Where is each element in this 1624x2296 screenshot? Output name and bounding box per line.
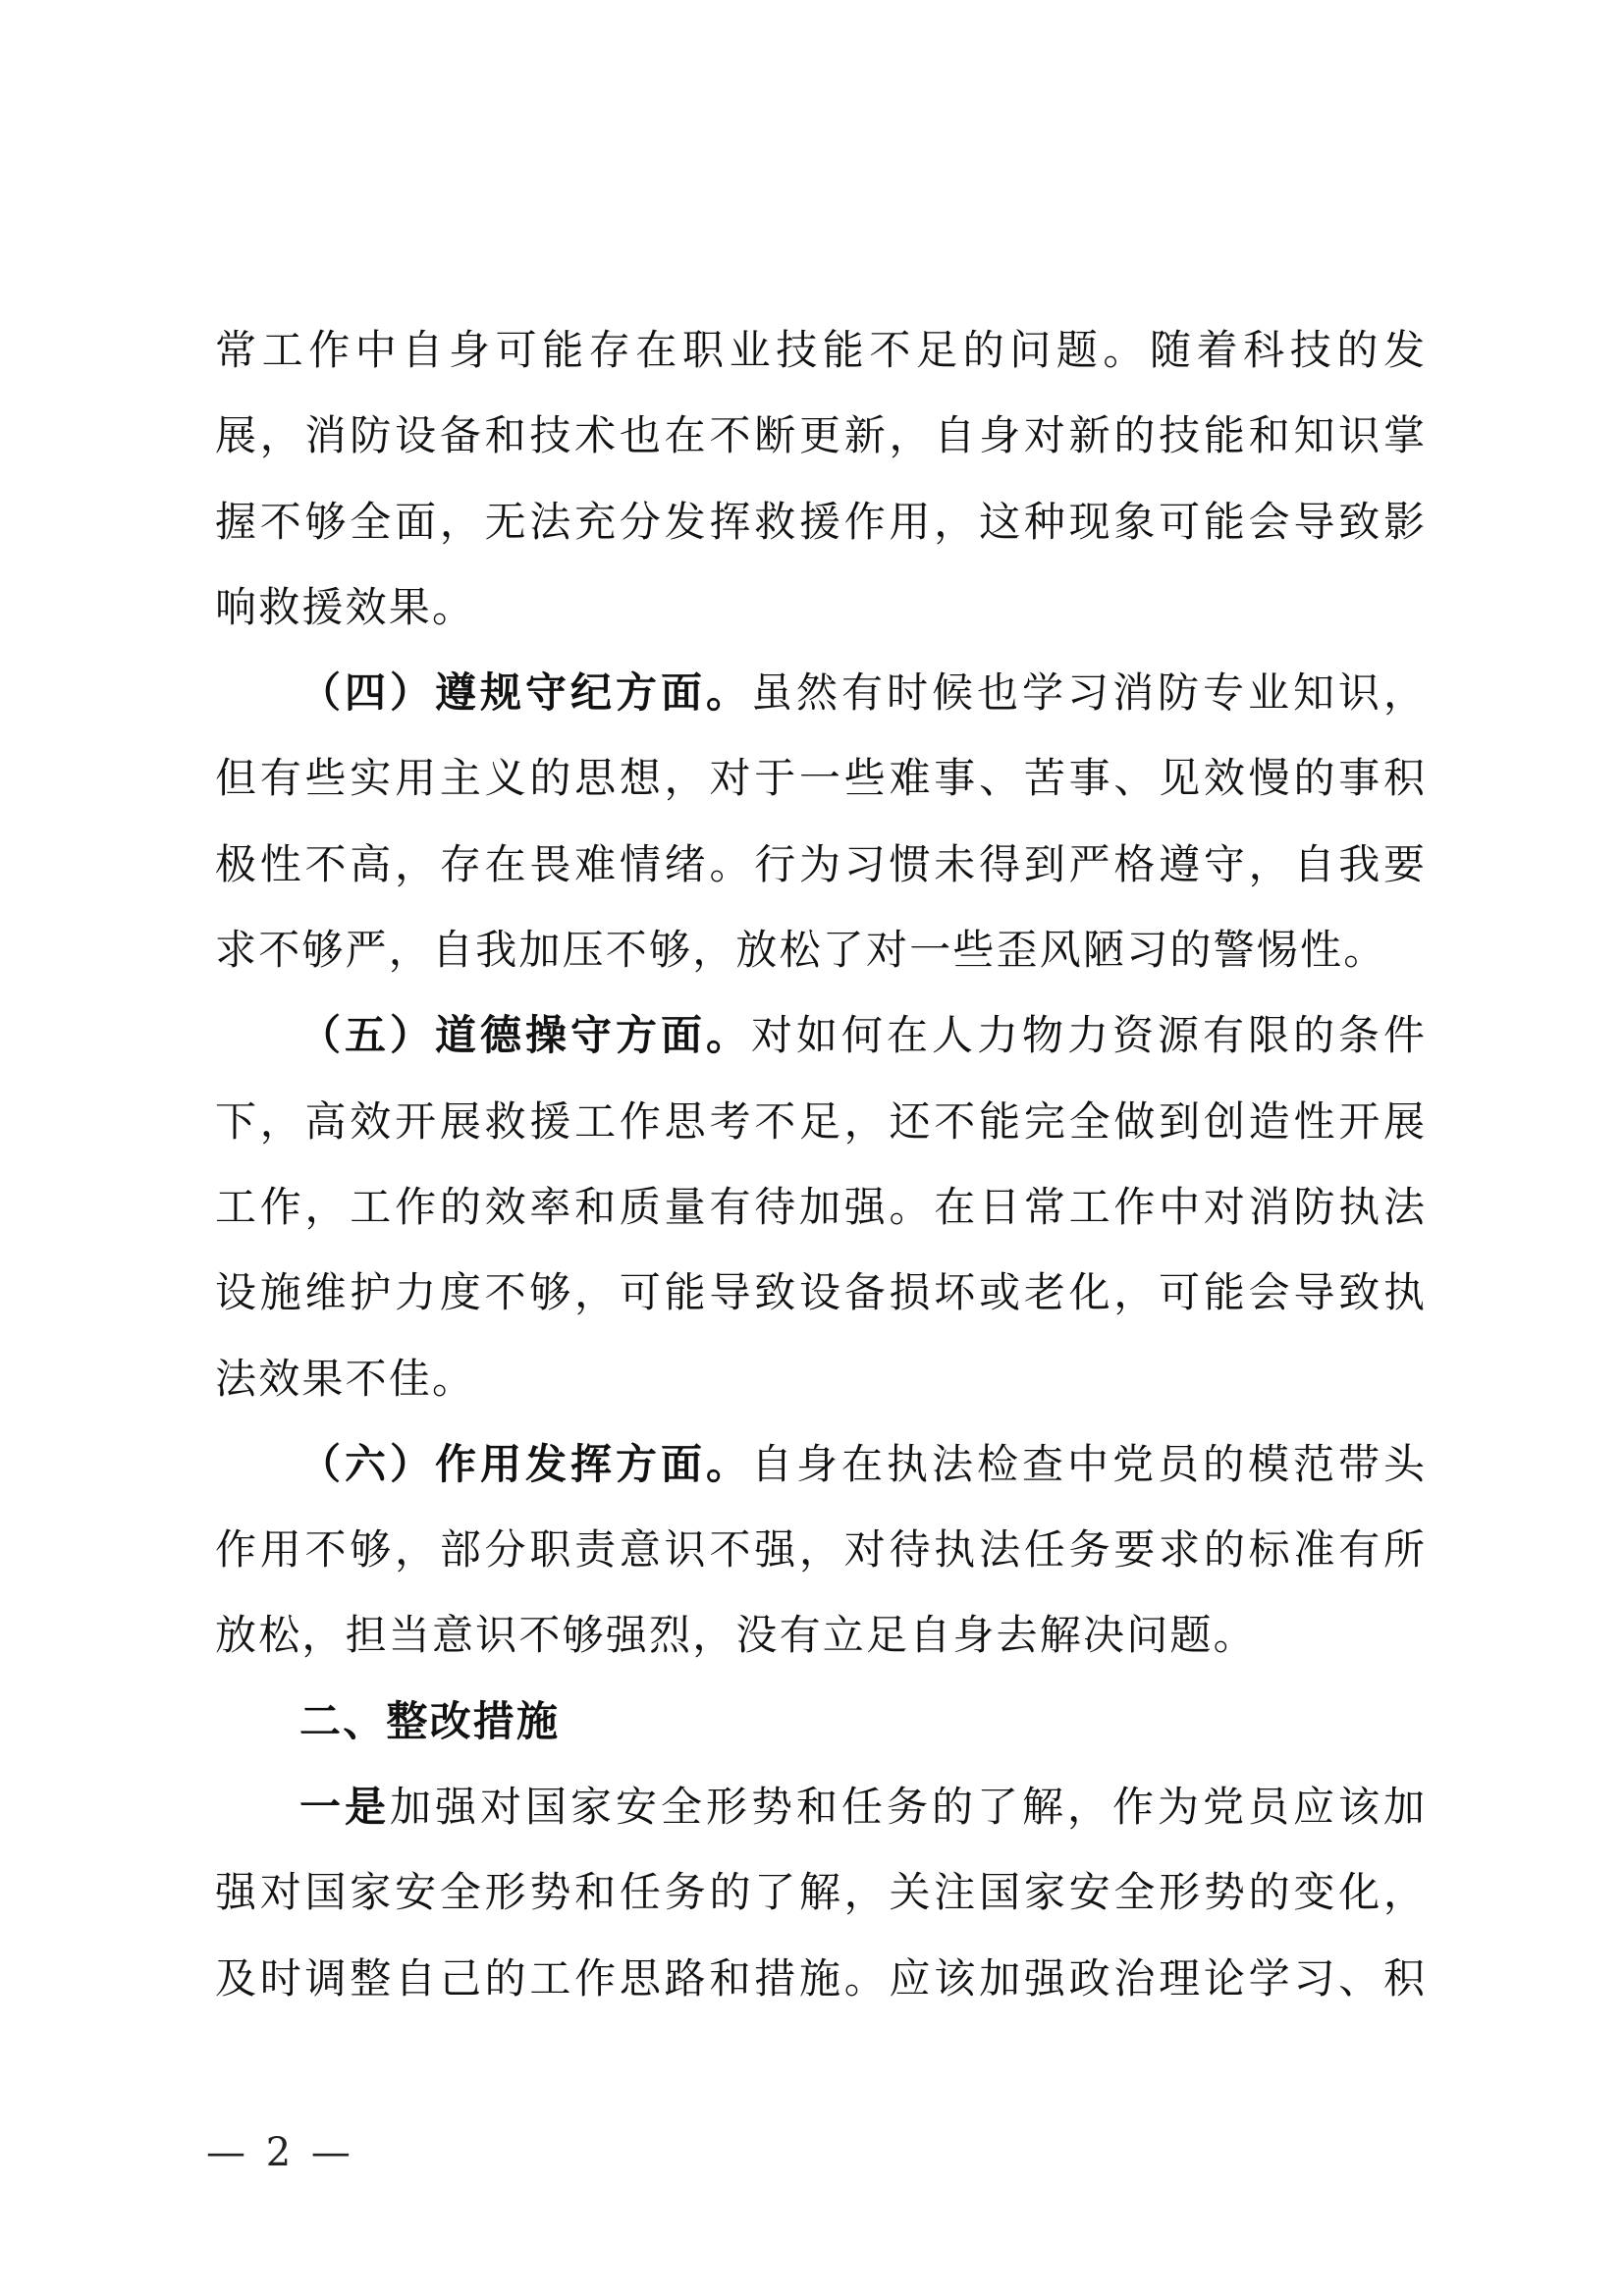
paragraph-first-line: [215, 650, 1425, 735]
text-line: 设施维护力度不够，可能导致设备损坏或老化，可能会导致执: [215, 1268, 1425, 1317]
text-line: 极性不高，存在畏难情绪。行为习惯未得到严格遵守，自我要: [215, 839, 1425, 888]
text-line: 求不够严，自我加压不够，放松了对一些歪风陋习的警惕性。: [215, 926, 1387, 975]
text-line: 下，高效开展救援工作思考不足，还不能完全做到创造性开展: [215, 1096, 1425, 1146]
text-line: 工作，工作的效率和质量有待加强。在日常工作中对消防执法: [215, 1182, 1425, 1231]
text-line: 展，消防设备和技术也在不断更新，自身对新的技能和知识掌: [215, 411, 1425, 460]
text-line: 但有些实用主义的思想，对于一些难事、苦事、见效慢的事积: [215, 754, 1425, 803]
text-line: 作用不够，部分职责意识不强，对待执法任务要求的标准有所: [215, 1525, 1425, 1575]
section-heading: （四）遵规守纪方面。: [299, 668, 751, 718]
text-line: 常工作中自身可能存在职业技能不足的问题。随着科技的发: [215, 326, 1425, 374]
text-line: 握不够全面，无法充分发挥救援作用，这种现象可能会导致影: [215, 497, 1425, 546]
text-line: 放松，担当意识不够强烈，没有立足自身去解决问题。: [215, 1611, 1257, 1660]
section-heading: （六）作用发挥方面。: [299, 1439, 751, 1488]
item-lead: 一是: [299, 1783, 390, 1832]
text-line: 及时调整自己的工作思路和措施。应该加强政治理论学习、积: [215, 1953, 1425, 2002]
chapter-heading: 二、整改措施: [299, 1696, 561, 1745]
text-run: 自身在执法检查中党员的模范带头: [751, 1439, 1425, 1488]
text-run: 虽然有时候也学习消防专业知识，: [751, 668, 1425, 718]
document-body: [215, 307, 1425, 2021]
text-run: 加强对国家安全形势和任务的了解，作为党员应该加: [390, 1783, 1425, 1832]
paragraph-first-line: [215, 992, 1425, 1078]
text-line: 法效果不佳。: [215, 1354, 476, 1403]
text-line: 响救援效果。: [215, 582, 476, 631]
section-heading: （五）道德操守方面。: [299, 1011, 751, 1060]
text-line: 强对国家安全形势和任务的了解，关注国家安全形势的变化，: [215, 1868, 1425, 1917]
text-run: 对如何在人力物力资源有限的条件: [751, 1011, 1425, 1060]
paragraph-first-line: [215, 1421, 1425, 1507]
page-number: — 2 —: [206, 2130, 354, 2175]
paragraph-first-line: [215, 1764, 1425, 1849]
